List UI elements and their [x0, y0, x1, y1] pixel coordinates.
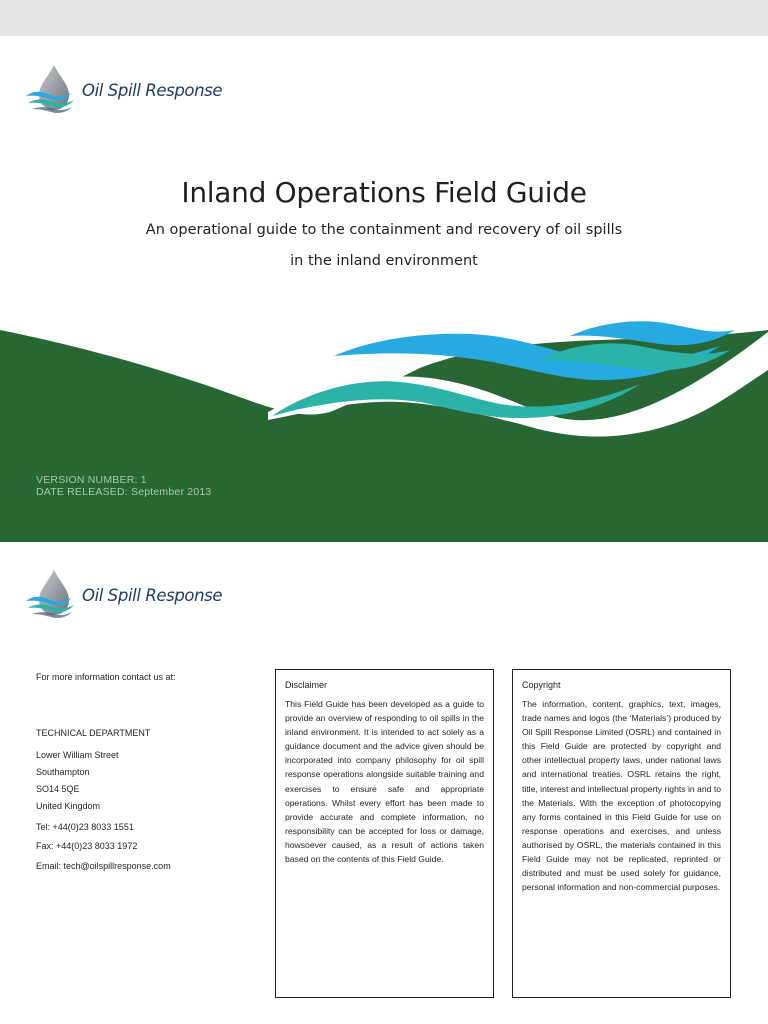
contact-fax: Fax: +44(0)23 8033 1972: [36, 841, 138, 851]
address-line: Southampton: [36, 767, 90, 777]
address-line: United Kingdom: [36, 801, 101, 811]
oil-drop-logo-icon: [24, 63, 80, 117]
disclaimer-title: Disclaimer: [285, 680, 328, 690]
address-line: Lower William Street: [36, 750, 119, 760]
disclaimer-box: [275, 669, 494, 998]
cover-wave-band: [0, 300, 768, 542]
subtitle-line-1: An operational guide to the containment and recovery of oil spills: [145, 222, 623, 238]
copyright-title: Copyright: [522, 680, 561, 690]
logo-wordmark: Oil Spill Response: [82, 585, 223, 605]
brand-logo: [24, 63, 222, 117]
version-number: VERSION NUMBER: 1: [36, 474, 147, 486]
address-line: SO14 5QE: [36, 784, 80, 794]
oil-drop-logo-icon: [24, 568, 80, 622]
viewer-top-bar: [0, 0, 768, 36]
page-title: Inland Operations Field Guide: [181, 176, 587, 209]
contact-email: Email: tech@oilspillresponse.com: [36, 861, 171, 871]
contact-department: TECHNICAL DEPARTMENT: [36, 728, 151, 738]
contact-intro: For more information contact us at:: [36, 672, 176, 682]
logo-wordmark: Oil Spill Response: [82, 80, 223, 100]
brand-logo-secondary: [24, 568, 222, 622]
copyright-box: [512, 669, 731, 998]
disclaimer-body: This Field Guide has been developed as a guide to provide an overview of responding to oil spills in the inland environment. It is intended to act solely as a guidance document and the advice given should be incorporated into company philosophy for oil spill response operations alongside suitable training and exercises to ensure safe and appropriate operations. Whilst every effort has been made to provide accurate and complete information, no responsibility can be accepted for loss or damage, howsoever caused, as a result of actions taken based on the contents of this Field Guide.: [285, 699, 484, 865]
copyright-body: The information, content, graphics, text, images, trade names and logos (the ‘Materials’) produced by Oil Spill Response Limited (OSRL) and contained in this Field Guide are protected by copyright and other intellectual property laws, under national laws and international treaties. OSRL retains the right, title, interest and intellectual property rights in and to the Materials. With the exception of photocopying any forms contained in this Field Guide for use on response operations and exercises, and unless authorised by OSRL, the materials contained in this Field Guide may not be replicated, reprinted or distributed and must be used solely for guidance, personal information and non-commercial purposes.: [522, 699, 721, 893]
contact-tel: Tel: +44(0)23 8033 1551: [36, 822, 134, 832]
release-date: DATE RELEASED: September 2013: [36, 486, 212, 498]
subtitle-line-2: in the inland environment: [290, 253, 478, 269]
